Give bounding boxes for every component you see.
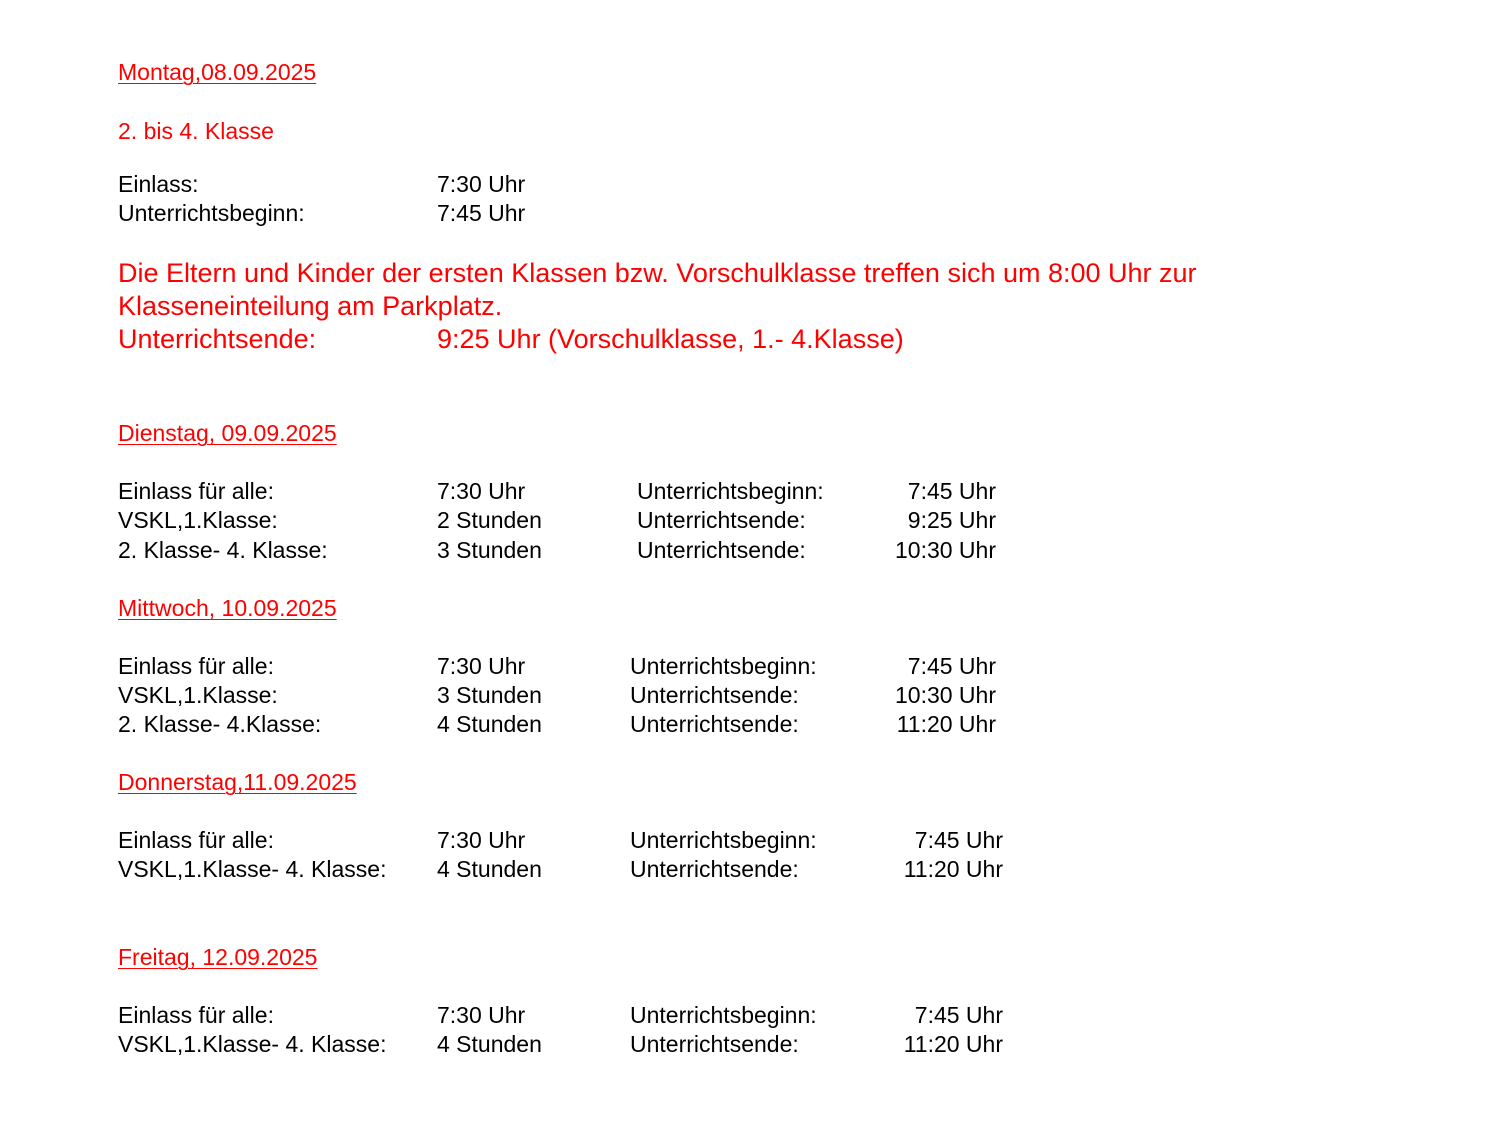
wednesday-row-value: 7:30 Uhr	[437, 653, 526, 679]
tuesday-row-value: 2 Stunden	[437, 507, 542, 533]
wednesday-row-label: Einlass für alle:	[118, 653, 274, 679]
tuesday-row-label: 2. Klasse- 4. Klasse:	[118, 537, 328, 563]
tuesday-row-value2: 10:30 Uhr	[894, 537, 996, 563]
tuesday-row-label: VSKL,1.Klasse:	[118, 507, 278, 533]
wednesday-row-value2: 10:30 Uhr	[894, 682, 996, 708]
monday-start-value: 7:45 Uhr	[437, 200, 526, 226]
monday-notice-line-2: Klasseneinteilung am Parkplatz.	[118, 291, 503, 321]
monday-entry-label: Einlass:	[118, 171, 199, 197]
friday-row-value2: 11:20 Uhr	[903, 1031, 1003, 1057]
thursday-row-label2: Unterrichtsbeginn:	[630, 827, 817, 853]
tuesday-row-label2: Unterrichtsende:	[637, 507, 806, 533]
tuesday-row-value: 3 Stunden	[437, 537, 542, 563]
wednesday-heading: Mittwoch, 10.09.2025	[118, 595, 337, 621]
wednesday-row-value: 4 Stunden	[437, 711, 542, 737]
tuesday-row-value2: 7:45 Uhr	[907, 478, 996, 504]
friday-row-label: Einlass für alle:	[118, 1002, 274, 1028]
wednesday-row-label: VSKL,1.Klasse:	[118, 682, 278, 708]
monday-notice-line-1: Die Eltern und Kinder der ersten Klassen bzw. Vorschulklasse treffen sich um 8:00 Uhr zur	[118, 258, 1197, 288]
monday-end-value: 9:25 Uhr (Vorschulklasse, 1.- 4.Klasse)	[437, 324, 904, 354]
wednesday-row-label2: Unterrichtsende:	[630, 711, 799, 737]
wednesday-row-label: 2. Klasse- 4.Klasse:	[118, 711, 322, 737]
tuesday-row-label: Einlass für alle:	[118, 478, 274, 504]
friday-heading: Freitag, 12.09.2025	[118, 944, 318, 970]
wednesday-row-label2: Unterrichtsbeginn:	[630, 653, 817, 679]
thursday-row-value2: 11:20 Uhr	[903, 856, 1003, 882]
monday-end-label: Unterrichtsende:	[118, 324, 317, 354]
thursday-row-value: 7:30 Uhr	[437, 827, 526, 853]
tuesday-row-label2: Unterrichtsbeginn:	[637, 478, 824, 504]
thursday-row-value: 4 Stunden	[437, 856, 542, 882]
wednesday-row-label2: Unterrichtsende:	[630, 682, 799, 708]
monday-start-label: Unterrichtsbeginn:	[118, 200, 305, 226]
friday-row-value: 7:30 Uhr	[437, 1002, 526, 1028]
wednesday-row-value2: 7:45 Uhr	[907, 653, 996, 679]
thursday-row-label2: Unterrichtsende:	[630, 856, 799, 882]
monday-subheading: 2. bis 4. Klasse	[118, 118, 274, 144]
thursday-row-value2: 7:45 Uhr	[914, 827, 1003, 853]
friday-row-label2: Unterrichtsende:	[630, 1031, 799, 1057]
friday-row-label2: Unterrichtsbeginn:	[630, 1002, 817, 1028]
monday-entry-value: 7:30 Uhr	[437, 171, 526, 197]
tuesday-row-label2: Unterrichtsende:	[637, 537, 806, 563]
tuesday-row-value: 7:30 Uhr	[437, 478, 526, 504]
monday-heading: Montag,08.09.2025	[118, 59, 317, 85]
wednesday-row-value: 3 Stunden	[437, 682, 542, 708]
thursday-heading: Donnerstag,11.09.2025	[118, 769, 357, 795]
friday-row-label: VSKL,1.Klasse- 4. Klasse:	[118, 1031, 387, 1057]
friday-row-value2: 7:45 Uhr	[914, 1002, 1003, 1028]
thursday-row-label: Einlass für alle:	[118, 827, 274, 853]
tuesday-heading: Dienstag, 09.09.2025	[118, 420, 337, 446]
tuesday-row-value2: 9:25 Uhr	[907, 507, 996, 533]
thursday-row-label: VSKL,1.Klasse- 4. Klasse:	[118, 856, 387, 882]
wednesday-row-value2: 11:20 Uhr	[896, 711, 996, 737]
friday-row-value: 4 Stunden	[437, 1031, 542, 1057]
